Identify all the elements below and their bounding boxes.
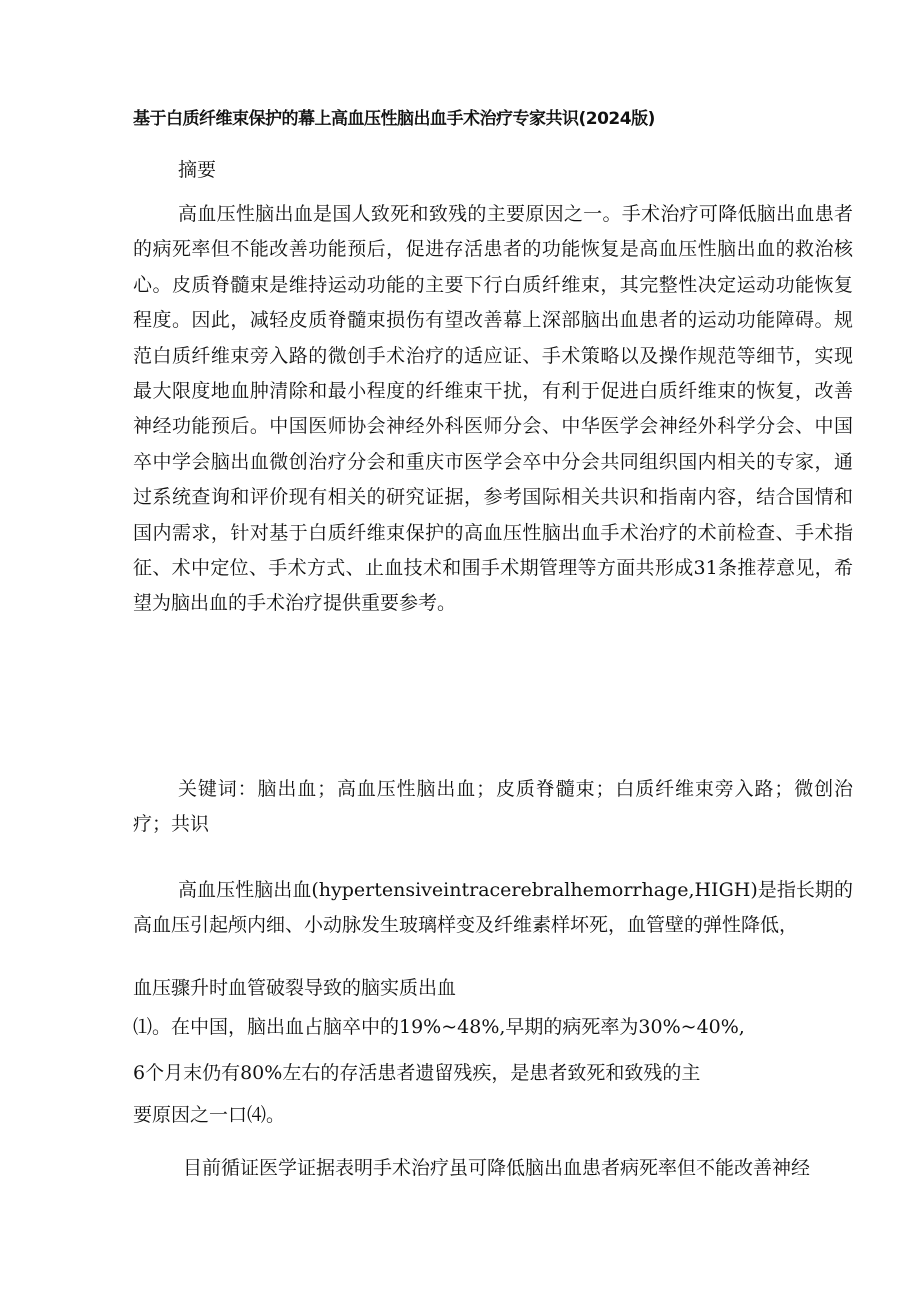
- body-line-current-evidence: 目前循证医学证据表明手术治疗虽可降低脑出血患者病死率但不能改善神经: [183, 1157, 811, 1179]
- body-line-blood-pressure: 血压骤升时血管破裂导致的脑实质出血: [133, 977, 457, 999]
- intro-paragraph: 高血压性脑出血(hypertensiveintracerebralhemorrhage,HIGH)是指长期的高血压引起颅内细、小动脉发生玻璃样变及纤维素样坏死，血管壁的弹性降低，: [133, 879, 853, 937]
- body-line-six-months: 6个月末仍有80%左右的存活患者遗留残疾，是患者致死和致残的主: [133, 1062, 701, 1084]
- abstract-heading: 摘要: [178, 159, 217, 181]
- keywords-paragraph: 关键词：脑出血；高血压性脑出血；皮质脊髓束；白质纤维束旁入路；微创治疗；共识: [133, 778, 853, 836]
- body-line-main-cause: 要原因之一口⑷。: [133, 1104, 286, 1126]
- document-title: 基于白质纤维束保护的幕上高血压性脑出血手术治疗专家共识(2024版): [133, 109, 655, 129]
- body-line-china-stats: ⑴。在中国，脑出血占脑卒中的19%~48%,早期的病死率为30%~40%,: [133, 1016, 745, 1038]
- abstract-paragraph: 高血压性脑出血是国人致死和致残的主要原因之一。手术治疗可降低脑出血患者的病死率但不能改善功能预后，促进存活患者的功能恢复是高血压性脑出血的救治核心。皮质脊髓束是维持运动功能的主要下行白质纤维束，其完整性决定运动功能恢复程度。因此，减轻皮质脊髓束损伤有望改善幕上深部脑出血患者的运动功能障碍。规范白质纤维束旁入路的微创手术治疗的适应证、手术策略以及操作规范等细节，实现最大限度地血肿清除和最小程度的纤维束干扰，有利于促进白质纤维束的恢复，改善神经功能预后。中国医师协会神经外科医师分会、中华医学会神经外科学分会、中国卒中学会脑出血微创治疗分会和重庆市医学会卒中分会共同组织国内相关的专家，通过系统查询和评价现有相关的研究证据，参考国际相关共识和指南内容，结合国情和国内需求，针对基于白质纤维束保护的高血压性脑出血手术治疗的术前检查、手术指征、术中定位、手术方式、止血技术和围手术期管理等方面共形成31条推荐意见，希望为脑出血的手术治疗提供重要参考。: [133, 203, 853, 615]
